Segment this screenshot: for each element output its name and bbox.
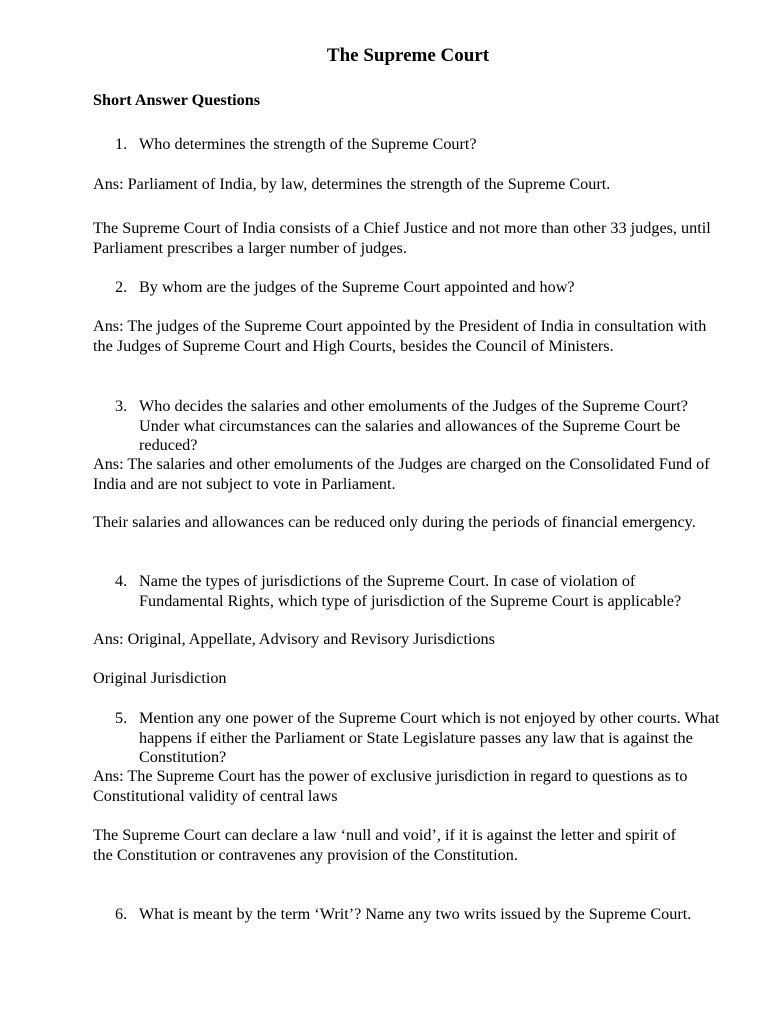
question-text: By whom are the judges of the Supreme Court appointed and how? xyxy=(139,278,575,296)
body-paragraph: The Supreme Court can declare a law ‘null and void’, if it is against the letter and spirit of the Constitution or contravenes any provision of the Constitution. xyxy=(93,826,677,864)
question-text: Name the types of jurisdictions of the Supreme Court. In case of violation of Fundamental Rights, which type of jurisdiction of the Supreme Court is applicable? xyxy=(139,572,682,610)
answer-paragraph: Ans: The salaries and other emoluments of the Judges are charged on the Consolidated Fund of India and are not subject to vote in Parliament. xyxy=(93,455,710,493)
question-3 xyxy=(115,397,725,456)
question-text: Who determines the strength of the Supreme Court? xyxy=(139,135,477,153)
question-number: 1. xyxy=(115,135,128,153)
question-text: Who decides the salaries and other emoluments of the Judges of the Supreme Court? Under what circumstances can the salaries and allowances of the Supreme Court be reduced? xyxy=(139,397,688,455)
answer-paragraph: Ans: The Supreme Court has the power of exclusive jurisdiction in regard to questions as to Constitutional validity of central laws xyxy=(93,767,688,805)
body-paragraph: Their salaries and allowances can be reduced only during the periods of financial emergency. xyxy=(93,513,696,531)
question-1 xyxy=(115,135,725,155)
answer-paragraph: Ans: Parliament of India, by law, determines the strength of the Supreme Court. xyxy=(93,175,611,193)
question-4 xyxy=(115,572,725,611)
question-number: 5. xyxy=(115,709,128,727)
page-title: The Supreme Court xyxy=(326,45,490,66)
section-heading: Short Answer Questions xyxy=(93,91,260,109)
body-paragraph: The Supreme Court of India consists of a Chief Justice and not more than other 33 judges, until Parliament prescribes a larger number of judges. xyxy=(93,219,711,257)
question-text: Mention any one power of the Supreme Court which is not enjoyed by other courts. What happens if either the Parliament or State Legislature passes any law that is against the Constitution? xyxy=(139,709,720,767)
question-number: 6. xyxy=(115,905,128,923)
answer-paragraph: Ans: Original, Appellate, Advisory and Revisory Jurisdictions xyxy=(93,630,495,648)
question-5 xyxy=(115,709,725,768)
question-2 xyxy=(115,278,725,298)
answer-paragraph: Ans: The judges of the Supreme Court appointed by the President of India in consultation with the Judges of Supreme Court and High Courts, besides the Council of Ministers. xyxy=(93,317,707,355)
question-number: 3. xyxy=(115,397,128,415)
question-number: 2. xyxy=(115,278,128,296)
question-6 xyxy=(115,905,725,925)
body-paragraph: Original Jurisdiction xyxy=(93,669,227,687)
question-number: 4. xyxy=(115,572,128,590)
question-text: What is meant by the term ‘Writ’? Name any two writs issued by the Supreme Court. xyxy=(139,905,692,923)
